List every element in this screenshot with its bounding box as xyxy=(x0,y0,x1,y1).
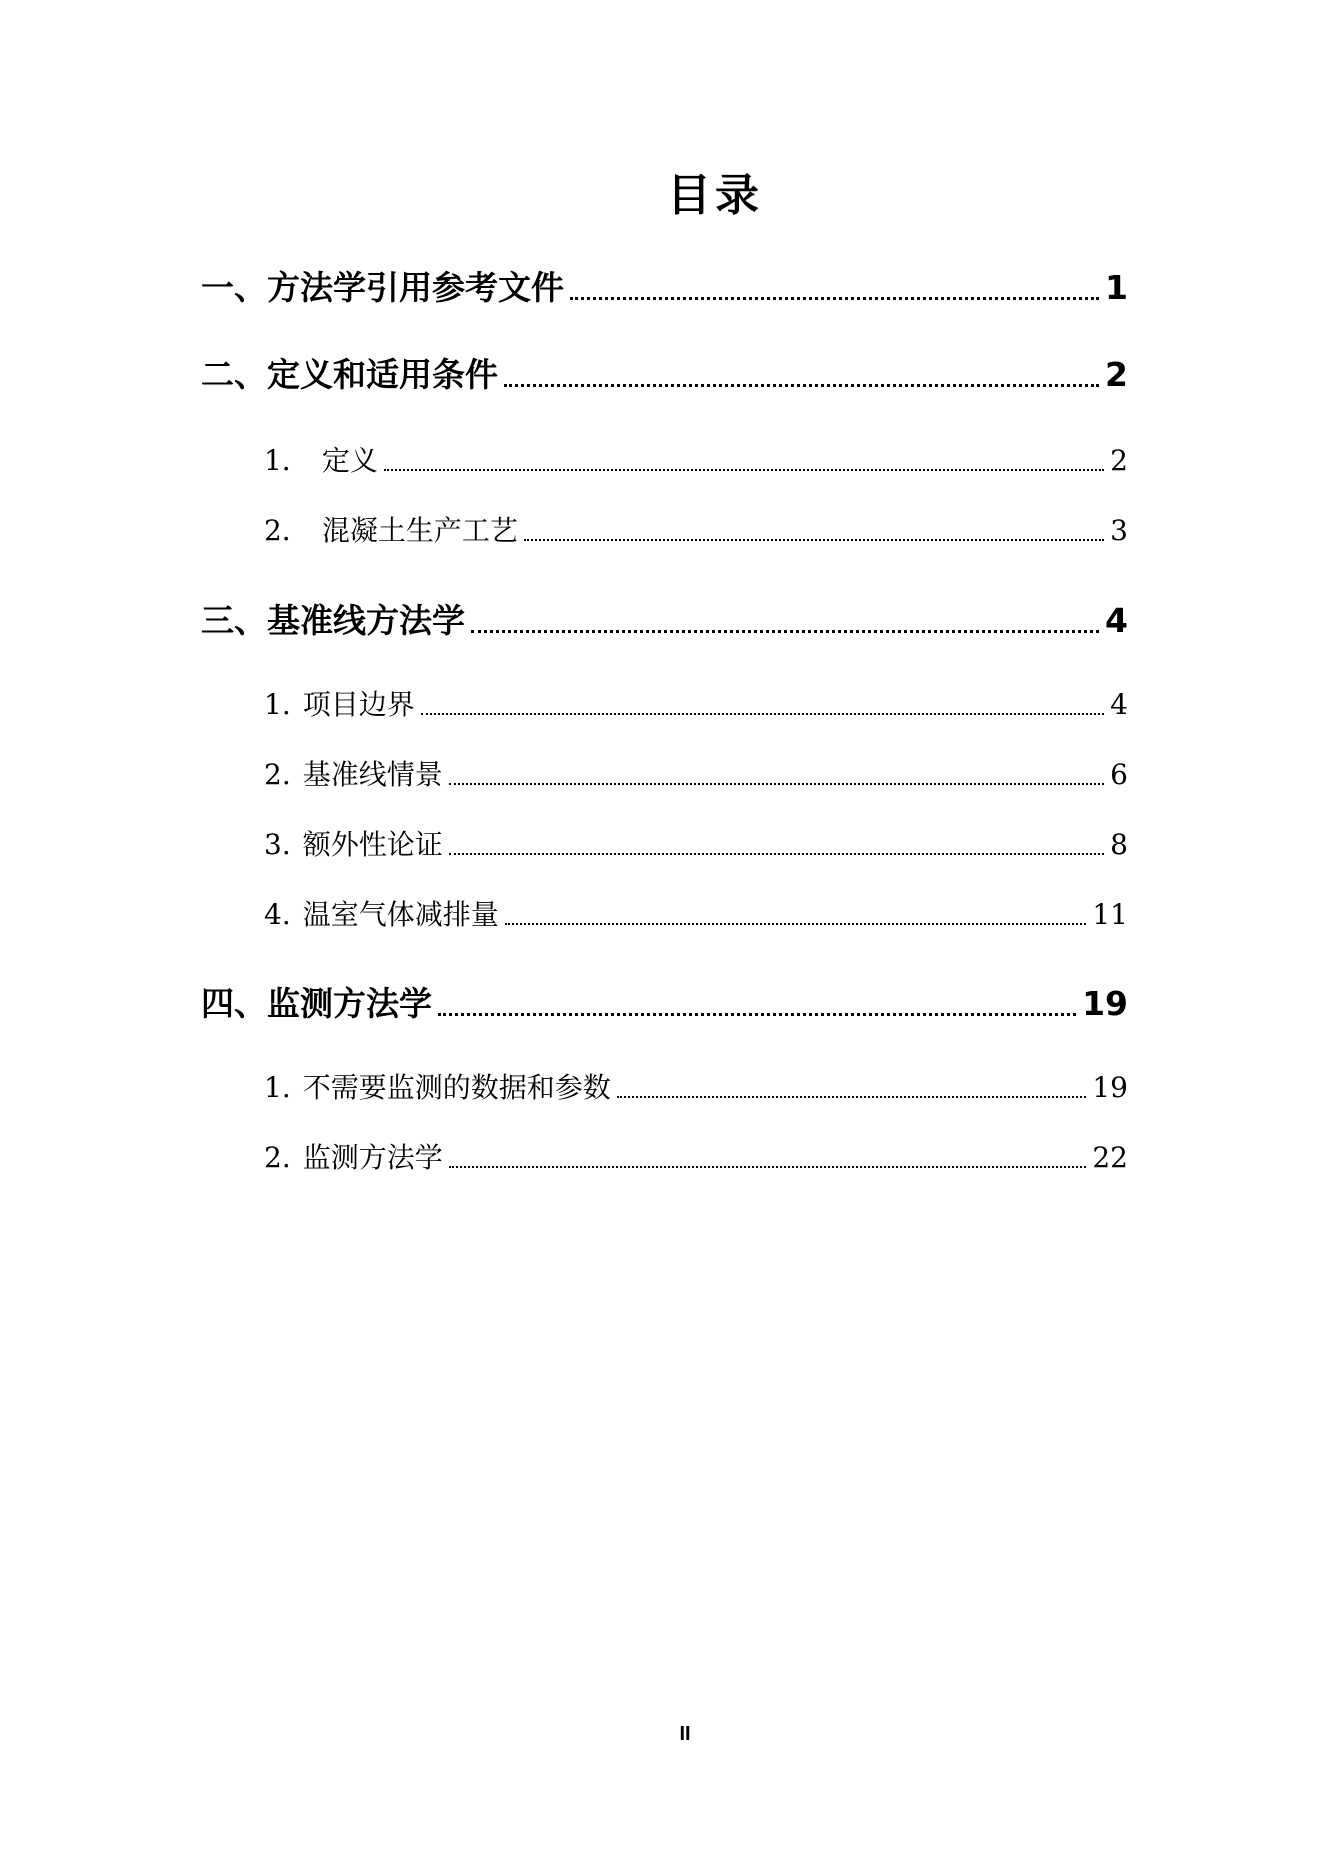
toc-entry-page: 19 xyxy=(1092,1071,1128,1104)
toc-entry-label: 监测方法学 xyxy=(302,1141,443,1174)
toc-entry-subsection-3-2[interactable] xyxy=(264,753,1128,795)
toc-entry-label: 不需要监测的数据和参数 xyxy=(302,1071,611,1104)
toc-entry-section-1[interactable] xyxy=(201,262,1128,310)
dot-leader xyxy=(505,893,1087,935)
toc-entry-page: 6 xyxy=(1110,758,1128,791)
toc-entry-page: 4 xyxy=(1105,601,1128,640)
dot-leader xyxy=(438,978,1076,1026)
toc-entry-subsection-3-3[interactable] xyxy=(264,823,1128,865)
toc-entry-section-4[interactable] xyxy=(201,978,1128,1026)
toc-entry-number: 三、 xyxy=(201,601,267,640)
dot-leader xyxy=(449,823,1104,865)
toc-entry-number: 2. xyxy=(264,1141,291,1174)
dot-leader xyxy=(471,595,1099,643)
dot-leader xyxy=(570,262,1099,310)
toc-entry-label: 额外性论证 xyxy=(302,828,443,861)
toc-entry-subsection-3-4[interactable] xyxy=(264,893,1128,935)
toc-entry-page: 2 xyxy=(1110,444,1128,477)
toc-entry-page: 22 xyxy=(1092,1141,1128,1174)
toc-entry-page: 4 xyxy=(1110,688,1128,721)
dot-leader xyxy=(617,1066,1087,1108)
footer-page-number: II xyxy=(679,1723,691,1745)
toc-entry-page: 1 xyxy=(1105,268,1128,307)
toc-entry-subsection-4-1[interactable] xyxy=(264,1066,1128,1108)
dot-leader xyxy=(504,349,1099,397)
toc-entry-number: 2. xyxy=(264,758,291,791)
toc-entry-subsection-2-1[interactable] xyxy=(264,439,1128,481)
dot-leader xyxy=(449,753,1104,795)
toc-entry-label: 监测方法学 xyxy=(267,984,432,1023)
toc-entry-number: 二、 xyxy=(201,355,267,394)
toc-entry-label: 方法学引用参考文件 xyxy=(267,268,564,307)
toc-entry-subsection-3-1[interactable] xyxy=(264,683,1128,725)
dot-leader xyxy=(384,439,1104,481)
toc-entry-number: 1. xyxy=(264,1071,291,1104)
toc-entry-section-2[interactable] xyxy=(201,349,1128,397)
dot-leader xyxy=(421,683,1104,725)
toc-entry-page: 3 xyxy=(1110,514,1128,547)
toc-entry-label: 混凝土生产工艺 xyxy=(321,514,518,547)
toc-entry-label: 定义和适用条件 xyxy=(267,355,498,394)
toc-entry-number: 4. xyxy=(264,898,291,931)
toc-entry-page: 2 xyxy=(1105,355,1128,394)
toc-entry-label: 项目边界 xyxy=(302,688,415,721)
toc-entry-label: 温室气体减排量 xyxy=(302,898,499,931)
toc-entry-label: 定义 xyxy=(321,444,378,477)
toc-entry-number: 四、 xyxy=(201,984,267,1023)
toc-entry-number: 2． xyxy=(264,514,310,547)
toc-entry-subsection-4-2[interactable] xyxy=(264,1136,1128,1178)
toc-entry-page: 11 xyxy=(1092,898,1128,931)
dot-leader xyxy=(524,509,1104,551)
toc-entry-label: 基准线方法学 xyxy=(267,601,465,640)
toc-entry-section-3[interactable] xyxy=(201,595,1128,643)
toc-entry-number: 1． xyxy=(264,444,310,477)
toc-entry-page: 8 xyxy=(1110,828,1128,861)
toc-entry-number: 1. xyxy=(264,688,291,721)
toc-entry-label: 基准线情景 xyxy=(302,758,443,791)
toc-entry-number: 3. xyxy=(264,828,291,861)
page-title: 目录 xyxy=(667,170,763,221)
toc-entry-page: 19 xyxy=(1082,984,1128,1023)
toc-entry-number: 一、 xyxy=(201,268,267,307)
toc-entry-subsection-2-2[interactable] xyxy=(264,509,1128,551)
dot-leader xyxy=(449,1136,1087,1178)
